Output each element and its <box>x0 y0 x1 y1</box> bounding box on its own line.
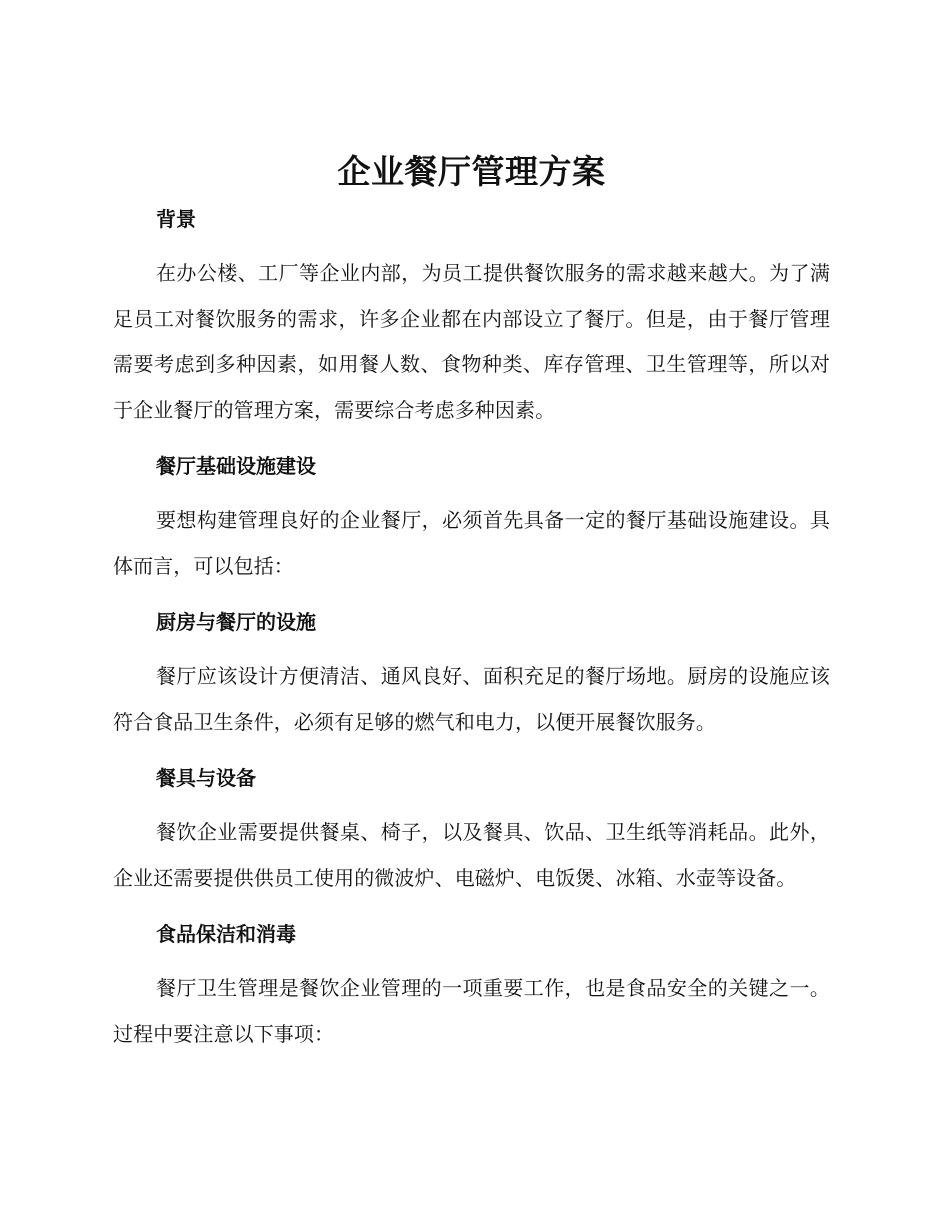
section-tableware-equipment <box>113 764 830 901</box>
section-background <box>113 205 830 433</box>
section-food-hygiene <box>113 920 830 1057</box>
section-heading-kitchen-facilities: 厨房与餐厅的设施 <box>156 610 316 634</box>
paragraph-background: 在办公楼、工厂等企业内部，为员工提供餐饮服务的需求越来越大。为了满足员工对餐饮服务的需求，许多企业都在内部设立了餐厅。但是，由于餐厅管理需要考虑到多种因素，如用餐人数、食物种类、库存管理、卫生管理等，所以对于企业餐厅的管理方案，需要综合考虑多种因素。 <box>113 261 830 422</box>
paragraph-kitchen-facilities: 餐厅应该设计方便清洁、通风良好、面积充足的餐厅场地。厨房的设施应该符合食品卫生条件，必须有足够的燃气和电力，以便开展餐饮服务。 <box>113 664 830 734</box>
section-heading-food-hygiene: 食品保洁和消毒 <box>156 922 296 946</box>
section-heading-tableware-equipment: 餐具与设备 <box>156 766 256 790</box>
paragraph-food-hygiene: 餐厅卫生管理是餐饮企业管理的一项重要工作，也是食品安全的关键之一。 过程中要注意以下事项： <box>113 976 830 1046</box>
section-heading-background: 背景 <box>156 207 196 231</box>
document-title: 企业餐厅管理方案 <box>337 152 606 191</box>
section-heading-infrastructure: 餐厅基础设施建设 <box>156 454 316 478</box>
paragraph-infrastructure: 要想构建管理良好的企业餐厅，必须首先具备一定的餐厅基础设施建设。具体而言，可以包括： <box>113 508 830 578</box>
document-page <box>113 148 830 1076</box>
section-kitchen-facilities <box>113 608 830 745</box>
paragraph-tableware-equipment: 餐饮企业需要提供餐桌、椅子，以及餐具、饮品、卫生纸等消耗品。此外，企业还需要提供供员工使用的微波炉、电磁炉、电饭煲、冰箱、水壶等设备。 <box>113 820 830 890</box>
section-infrastructure <box>113 452 830 589</box>
